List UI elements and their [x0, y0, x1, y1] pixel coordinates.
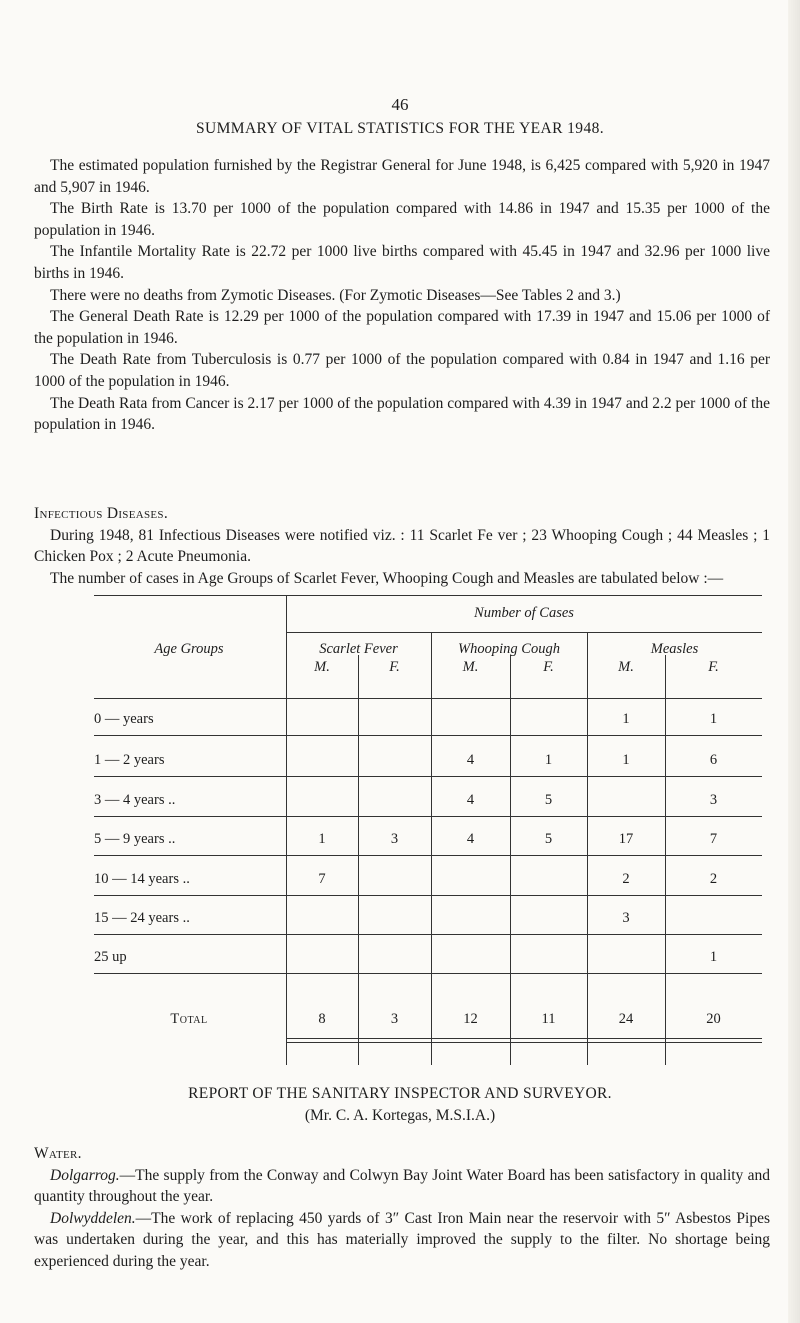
- total-cell: 8: [318, 1011, 326, 1027]
- table-cell: 1: [318, 831, 326, 847]
- table-cell: 1: [622, 752, 630, 768]
- header-sex-f: F.: [543, 659, 554, 675]
- total-cell: 24: [618, 1011, 634, 1027]
- table-row-rule: [94, 855, 762, 856]
- table-top-rule: [94, 595, 762, 596]
- table-col-rule: [358, 655, 359, 1065]
- infectious-paragraph-notified: During 1948, 81 Infectious Diseases were notified viz. : 11 Scarlet Fe ver ; 23 Whooping Cough ; 44 Measles ; 1 Chicken Pox ; 2 Acute Pneumonia.: [34, 526, 770, 566]
- infectious-title: Infectious Diseases.: [34, 505, 169, 522]
- age-group-label: 15 — 24 years ..: [94, 910, 190, 926]
- header-sex-f: F.: [389, 659, 400, 675]
- age-group-label: 0 — years: [94, 711, 154, 727]
- paragraph-dolgarrog: [34, 1165, 770, 1208]
- report-title: REPORT OF THE SANITARY INSPECTOR AND SURVEYOR.: [188, 1085, 612, 1102]
- header-sex-m: M.: [618, 659, 634, 675]
- report-inspector: (Mr. C. A. Kortegas, M.S.I.A.): [304, 1107, 496, 1124]
- paragraph-infantile-mortality: The Infantile Mortality Rate is 22.72 per 1000 live births compared with 45.45 in 1947 and 32.96 per 1000 live births in 1946.: [34, 243, 770, 282]
- table-cell: 2: [709, 871, 718, 887]
- total-cell: 3: [390, 1011, 399, 1027]
- table-col-rule: [587, 632, 588, 1065]
- age-group-label: 3 — 4 years ..: [94, 792, 176, 808]
- place-dolgarrog: Dolgarrog.: [50, 1166, 120, 1184]
- table-cell: 4: [466, 792, 475, 808]
- total-cell: 12: [463, 1011, 478, 1027]
- table-cell: 6: [709, 752, 718, 768]
- table-cell: 1: [709, 949, 718, 965]
- paragraph-dolwyddelen: [34, 1208, 770, 1273]
- total-label: Total: [170, 1011, 208, 1027]
- table-header-rule: [94, 698, 762, 699]
- header-sex-f: F.: [708, 659, 719, 675]
- table-row-rule: [94, 735, 762, 736]
- water-section: [34, 1143, 770, 1273]
- total-cell: 20: [706, 1011, 721, 1027]
- table-cell: 5: [544, 831, 553, 847]
- table-cell: 1: [709, 711, 718, 727]
- table-cell: 1: [544, 752, 553, 768]
- table-row-rule: [94, 776, 762, 777]
- paragraph-cancer: The Death Rata from Cancer is 2.17 per 1000 of the population compared with 4.39 in 1947 and 2.2 per 1000 of the population in 1946.: [34, 394, 770, 434]
- paragraph-general-death-rate: The General Death Rate is 12.29 per 1000 of the population compared with 17.39 in 1947 and 15.06 per 1000 of the population in 1946.: [34, 308, 770, 347]
- table-cell: 3: [709, 792, 718, 808]
- age-group-label: 25 up: [94, 949, 127, 965]
- header-whooping-cough: Whooping Cough: [458, 641, 560, 657]
- header-sex-m: M.: [314, 659, 330, 675]
- age-group-label: 5 — 9 years ..: [94, 831, 176, 847]
- table-row-rule: [94, 973, 762, 974]
- total-cell: 11: [541, 1011, 556, 1027]
- page-number: 46: [391, 95, 409, 114]
- header-number-of-cases: Number of Cases: [474, 605, 574, 621]
- page-heading: SUMMARY OF VITAL STATISTICS FOR THE YEAR 1948.: [195, 120, 605, 137]
- table-col-rule: [431, 632, 432, 1065]
- header-sex-m: M.: [462, 659, 479, 675]
- table-cell: 5: [544, 792, 553, 808]
- water-title: Water.: [34, 1145, 82, 1162]
- header-measles: Measles: [650, 641, 699, 657]
- dolgarrog-text: —The supply from the Conway and Colwyn Bay Joint Water Board has been satisfactory in quality and quantity throughout the year.: [34, 1166, 770, 1206]
- table-cell: 1: [622, 711, 630, 727]
- table-row-rule: [94, 895, 762, 896]
- paragraph-zymotic: There were no deaths from Zymotic Diseases. (For Zymotic Diseases—See Tables 2 and 3.): [50, 286, 621, 304]
- paragraph-population: The estimated population furnished by the Registrar General for June 1948, is 6,425 compared with 5,920 in 1947 and 5,907 in 1946.: [34, 157, 770, 196]
- age-group-label: 1 — 2 years: [94, 752, 165, 768]
- table-cell: 7: [318, 871, 326, 887]
- infectious-paragraph-tabulated: The number of cases in Age Groups of Scarlet Fever, Whooping Cough and Measles are tabulated below :—: [50, 569, 724, 587]
- table-cell: 3: [622, 910, 630, 926]
- cases-table: [94, 595, 762, 1065]
- table-cell: 7: [709, 831, 718, 847]
- age-group-label: 10 — 14 years ..: [94, 871, 190, 887]
- infectious-section: [34, 503, 770, 589]
- summary-section: [34, 155, 770, 436]
- table-cell: 4: [466, 752, 475, 768]
- dolwyddelen-text: —The work of replacing 450 yards of 3″ Cast Iron Main near the reservoir with 5″ Asbestos Pipes was undertaken during the year, and this has materially improved the supply to the filter. No shortage being experienced during the year.: [34, 1209, 770, 1270]
- place-dolwyddelen: Dolwyddelen.: [50, 1209, 136, 1227]
- header-scarlet-fever: Scarlet Fever: [319, 641, 398, 657]
- table-row-rule: [94, 934, 762, 935]
- table-col-rule: [510, 655, 511, 1065]
- table-row-rule: [94, 816, 762, 817]
- table-cell: 2: [622, 871, 630, 887]
- table-cell: 3: [390, 831, 399, 847]
- table-subheader-rule: [286, 632, 762, 633]
- table-cell: 4: [466, 831, 475, 847]
- paragraph-birth-rate: The Birth Rate is 13.70 per 1000 of the population compared with 14.86 in 1947 and 15.35 per 1000 of the population in 1946.: [34, 200, 770, 239]
- table-cell: 17: [618, 831, 634, 847]
- header-age-groups: Age Groups: [154, 641, 224, 657]
- paragraph-tuberculosis: The Death Rate from Tuberculosis is 0.77 per 1000 of the population compared with 0.84 in 1947 and 1.16 per 1000 of the population in 1946.: [34, 351, 770, 390]
